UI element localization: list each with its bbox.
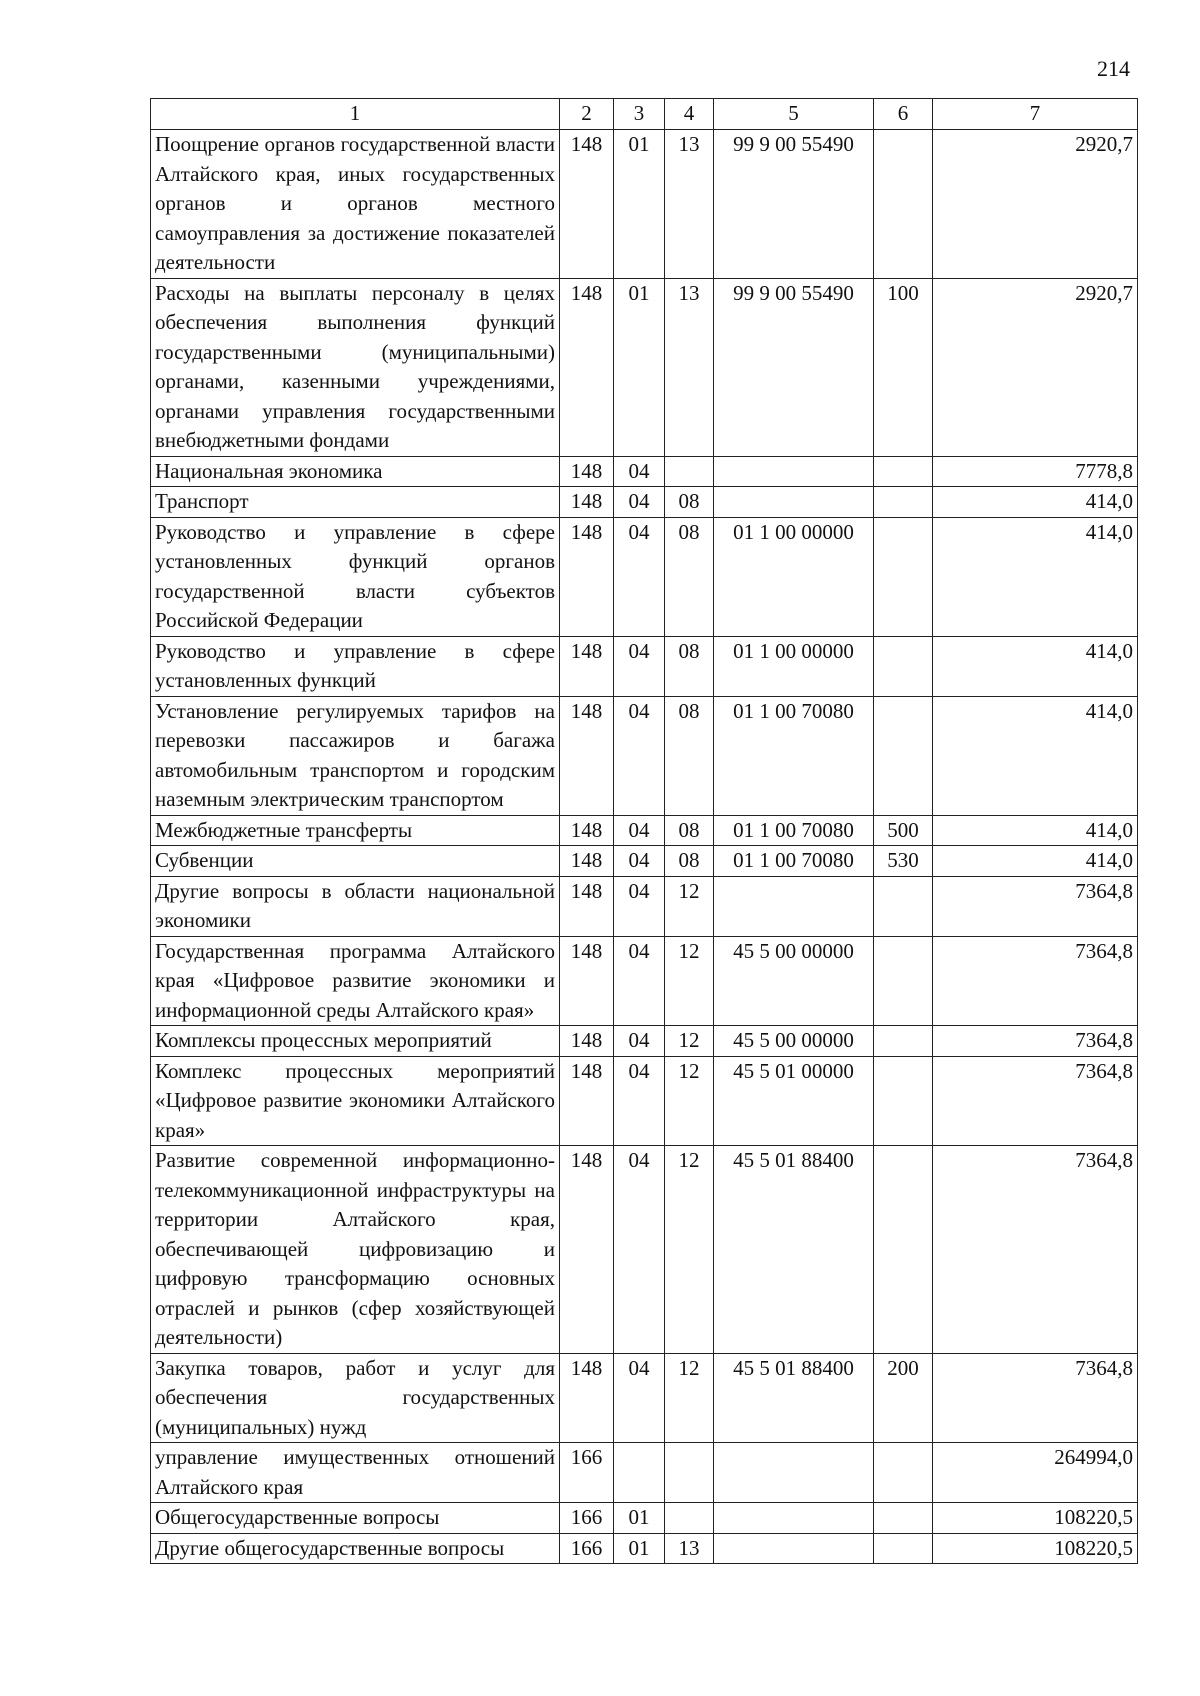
amount-cell: 414,0 <box>933 846 1138 877</box>
amount-cell: 264994,0 <box>933 1443 1138 1503</box>
target-article-cell: 45 5 01 88400 <box>714 1146 874 1354</box>
table-row <box>151 278 1138 456</box>
row-name-cell: Комплекс процессных мероприятий «Цифровое развитие экономики Алтайского края» <box>151 1056 560 1146</box>
expense-type-cell <box>874 936 933 1026</box>
expense-type-cell <box>874 517 933 636</box>
expense-type-cell <box>874 1503 933 1534</box>
section-cell: 04 <box>614 517 665 636</box>
target-article-cell: 99 9 00 55490 <box>714 130 874 279</box>
admin-code-cell: 148 <box>560 1056 614 1146</box>
table-row <box>151 456 1138 487</box>
expense-type-cell: 530 <box>874 846 933 877</box>
table-row <box>151 815 1138 846</box>
section-cell: 04 <box>614 696 665 815</box>
row-name-cell: Руководство и управление в сфере установленных функций органов государственной власти субъектов Российской Федерации <box>151 517 560 636</box>
amount-cell: 108220,5 <box>933 1503 1138 1534</box>
expense-type-cell: 200 <box>874 1353 933 1443</box>
target-article-cell: 01 1 00 70080 <box>714 815 874 846</box>
row-name-cell: Государственная программа Алтайского края «Цифровое развитие экономики и информационной среды Алтайского края» <box>151 936 560 1026</box>
section-cell: 04 <box>614 846 665 877</box>
row-name-cell: Общегосударственные вопросы <box>151 1503 560 1534</box>
section-cell <box>614 1443 665 1503</box>
row-name-cell: управление имущественных отношений Алтайского края <box>151 1443 560 1503</box>
expense-type-cell <box>874 696 933 815</box>
table-row <box>151 130 1138 279</box>
admin-code-cell: 148 <box>560 517 614 636</box>
table-row <box>151 846 1138 877</box>
subsection-cell: 12 <box>665 1056 714 1146</box>
subsection-cell: 12 <box>665 1353 714 1443</box>
subsection-cell: 08 <box>665 487 714 518</box>
expense-type-cell <box>874 456 933 487</box>
section-cell: 04 <box>614 636 665 696</box>
column-header: 1 <box>151 99 560 130</box>
admin-code-cell: 148 <box>560 815 614 846</box>
table-row <box>151 876 1138 936</box>
target-article-cell: 45 5 00 00000 <box>714 1026 874 1057</box>
column-header: 6 <box>874 99 933 130</box>
table-row <box>151 1443 1138 1503</box>
row-name-cell: Другие общегосударственные вопросы <box>151 1533 560 1564</box>
section-cell: 04 <box>614 815 665 846</box>
table-row <box>151 1056 1138 1146</box>
row-name-cell: Развитие современной информационно-телекоммуникационной инфраструктуры на территории Алтайского края, обеспечивающей цифровизацию и цифровую трансформацию основных отраслей и рынков (сфер хозяйствующей деятельности) <box>151 1146 560 1354</box>
section-cell: 04 <box>614 487 665 518</box>
subsection-cell: 12 <box>665 876 714 936</box>
admin-code-cell: 148 <box>560 696 614 815</box>
subsection-cell: 08 <box>665 696 714 815</box>
subsection-cell: 12 <box>665 1146 714 1354</box>
target-article-cell: 01 1 00 00000 <box>714 636 874 696</box>
row-name-cell: Транспорт <box>151 487 560 518</box>
section-cell: 04 <box>614 1146 665 1354</box>
target-article-cell: 45 5 01 88400 <box>714 1353 874 1443</box>
target-article-cell <box>714 1443 874 1503</box>
subsection-cell: 08 <box>665 846 714 877</box>
subsection-cell: 08 <box>665 636 714 696</box>
table-row <box>151 1146 1138 1354</box>
section-cell: 01 <box>614 130 665 279</box>
expense-type-cell <box>874 1443 933 1503</box>
page-number: 214 <box>1097 56 1130 81</box>
expense-type-cell <box>874 1056 933 1146</box>
amount-cell: 414,0 <box>933 517 1138 636</box>
target-article-cell <box>714 876 874 936</box>
target-article-cell: 01 1 00 70080 <box>714 696 874 815</box>
row-name-cell: Руководство и управление в сфере установленных функций <box>151 636 560 696</box>
table-row <box>151 1533 1138 1564</box>
amount-cell: 2920,7 <box>933 130 1138 279</box>
admin-code-cell: 148 <box>560 936 614 1026</box>
expense-type-cell <box>874 487 933 518</box>
column-header: 3 <box>614 99 665 130</box>
row-name-cell: Другие вопросы в области национальной экономики <box>151 876 560 936</box>
target-article-cell <box>714 1533 874 1564</box>
row-name-cell: Национальная экономика <box>151 456 560 487</box>
subsection-cell: 08 <box>665 517 714 636</box>
header-row <box>151 99 1138 130</box>
row-name-cell: Комплексы процессных мероприятий <box>151 1026 560 1057</box>
budget-table <box>150 98 1138 1564</box>
column-header: 4 <box>665 99 714 130</box>
admin-code-cell: 148 <box>560 487 614 518</box>
table-row <box>151 936 1138 1026</box>
subsection-cell: 12 <box>665 1026 714 1057</box>
row-name-cell: Поощрение органов государственной власти Алтайского края, иных государственных органов и органов местного самоуправления за достижение показателей деятельности <box>151 130 560 279</box>
table-row <box>151 487 1138 518</box>
target-article-cell <box>714 1503 874 1534</box>
expense-type-cell <box>874 1026 933 1057</box>
amount-cell: 414,0 <box>933 815 1138 846</box>
amount-cell: 414,0 <box>933 636 1138 696</box>
expense-type-cell <box>874 1146 933 1354</box>
amount-cell: 7364,8 <box>933 876 1138 936</box>
admin-code-cell: 148 <box>560 636 614 696</box>
row-name-cell: Закупка товаров, работ и услуг для обеспечения государственных (муниципальных) нужд <box>151 1353 560 1443</box>
amount-cell: 414,0 <box>933 696 1138 815</box>
subsection-cell: 13 <box>665 1533 714 1564</box>
row-name-cell: Субвенции <box>151 846 560 877</box>
section-cell: 04 <box>614 1353 665 1443</box>
target-article-cell <box>714 456 874 487</box>
target-article-cell: 01 1 00 70080 <box>714 846 874 877</box>
subsection-cell: 12 <box>665 936 714 1026</box>
admin-code-cell: 148 <box>560 1146 614 1354</box>
admin-code-cell: 148 <box>560 278 614 456</box>
admin-code-cell: 148 <box>560 456 614 487</box>
section-cell: 01 <box>614 1503 665 1534</box>
table-row <box>151 1026 1138 1057</box>
amount-cell: 414,0 <box>933 487 1138 518</box>
target-article-cell <box>714 487 874 518</box>
admin-code-cell: 148 <box>560 876 614 936</box>
admin-code-cell: 166 <box>560 1533 614 1564</box>
target-article-cell: 45 5 01 00000 <box>714 1056 874 1146</box>
subsection-cell: 08 <box>665 815 714 846</box>
admin-code-cell: 166 <box>560 1503 614 1534</box>
amount-cell: 2920,7 <box>933 278 1138 456</box>
admin-code-cell: 148 <box>560 1026 614 1057</box>
table-row <box>151 1353 1138 1443</box>
amount-cell: 7778,8 <box>933 456 1138 487</box>
section-cell: 01 <box>614 1533 665 1564</box>
subsection-cell <box>665 456 714 487</box>
section-cell: 04 <box>614 936 665 1026</box>
target-article-cell: 99 9 00 55490 <box>714 278 874 456</box>
admin-code-cell: 166 <box>560 1443 614 1503</box>
section-cell: 04 <box>614 1026 665 1057</box>
section-cell: 04 <box>614 1056 665 1146</box>
expense-type-cell <box>874 636 933 696</box>
section-cell: 04 <box>614 456 665 487</box>
amount-cell: 7364,8 <box>933 1056 1138 1146</box>
column-header: 7 <box>933 99 1138 130</box>
admin-code-cell: 148 <box>560 130 614 279</box>
section-cell: 01 <box>614 278 665 456</box>
expense-type-cell: 500 <box>874 815 933 846</box>
amount-cell: 108220,5 <box>933 1533 1138 1564</box>
row-name-cell: Расходы на выплаты персоналу в целях обеспечения выполнения функций государственными (муниципальными) органами, казенными учреждениями, органами управления государственными внебюджетными фондами <box>151 278 560 456</box>
table-row <box>151 696 1138 815</box>
expense-type-cell <box>874 1533 933 1564</box>
amount-cell: 7364,8 <box>933 1353 1138 1443</box>
expense-type-cell <box>874 130 933 279</box>
table-row <box>151 517 1138 636</box>
amount-cell: 7364,8 <box>933 1026 1138 1057</box>
amount-cell: 7364,8 <box>933 936 1138 1026</box>
table-body <box>151 130 1138 1564</box>
table-row <box>151 636 1138 696</box>
row-name-cell: Установление регулируемых тарифов на перевозки пассажиров и багажа автомобильным транспортом и городским наземным электрическим транспортом <box>151 696 560 815</box>
section-cell: 04 <box>614 876 665 936</box>
target-article-cell: 45 5 00 00000 <box>714 936 874 1026</box>
amount-cell: 7364,8 <box>933 1146 1138 1354</box>
subsection-cell: 13 <box>665 278 714 456</box>
column-header: 5 <box>714 99 874 130</box>
target-article-cell: 01 1 00 00000 <box>714 517 874 636</box>
subsection-cell <box>665 1503 714 1534</box>
expense-type-cell: 100 <box>874 278 933 456</box>
column-header: 2 <box>560 99 614 130</box>
admin-code-cell: 148 <box>560 1353 614 1443</box>
admin-code-cell: 148 <box>560 846 614 877</box>
table-row <box>151 1503 1138 1534</box>
row-name-cell: Межбюджетные трансферты <box>151 815 560 846</box>
subsection-cell <box>665 1443 714 1503</box>
expense-type-cell <box>874 876 933 936</box>
subsection-cell: 13 <box>665 130 714 279</box>
